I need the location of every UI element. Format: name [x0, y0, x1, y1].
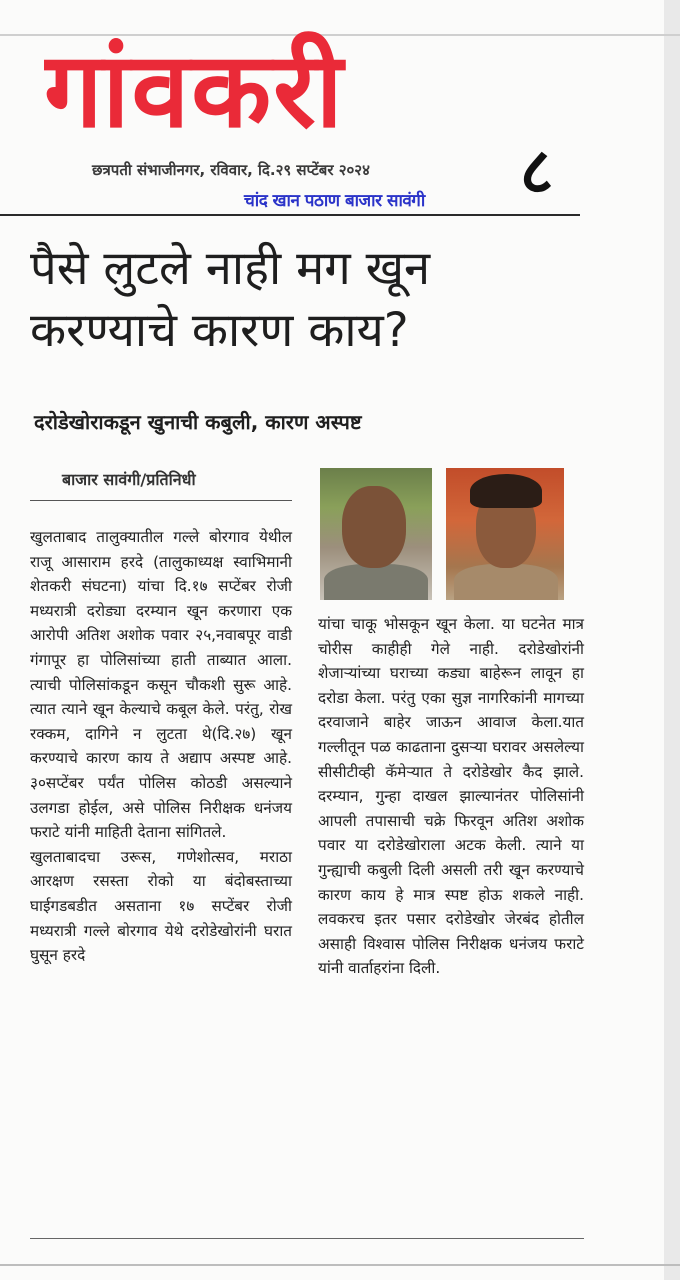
masthead-title: गांवकरी — [44, 30, 345, 150]
page-number: ८ — [520, 135, 554, 209]
photo-face — [342, 486, 406, 568]
photo-accused — [446, 468, 564, 600]
article-subheadline: दरोडेखोराकडून खुनाची कबुली, कारण अस्पष्ट — [34, 410, 362, 434]
dateline: छत्रपती संभाजीनगर, रविवार, दि.२९ सप्टेंबर २०२४ — [92, 161, 370, 179]
contributor-stamp: चांद खान पठाण बाजार सावंगी — [244, 191, 425, 211]
article-headline: पैसे लुटले नाही मग खून करण्याचे कारण काय? — [30, 241, 431, 358]
photo-victim — [320, 468, 432, 600]
article-bottom-rule — [30, 1238, 584, 1239]
photo-body — [324, 564, 428, 600]
photo-body — [454, 564, 558, 600]
header-divider — [0, 214, 580, 216]
byline-divider — [30, 500, 292, 501]
article-byline: बाजार सावंगी/प्रतिनिधी — [62, 470, 196, 489]
article-column-left: खुलताबाद तालुक्यातील गल्ले बोरगाव येथील राजू आसाराम हरदे (तालुकाध्यक्ष स्वाभिमानी शेतकरी संघटना) यांचा दि.१७ सप्टेंबर रोजी मध्यरात्री दरोड्या दरम्यान खून करणारा एक आरोपी अतिश अशोक पवार २५,नवाबपूर वाडी गंगापूर हा पोलिसांच्या हाती ताब्यात आला. त्याची पोलिसांकडून कसून चौकशी सुरू आहे. त्यात त्याने खून केल्याचे कबूल केले. परंतु, रोख रक्कम, दागिने न लुटता थे(दि.२७) खून करण्याचे कारण काय ते अद्याप अस्पष्ट आहे. ३०सप्टेंबर पर्यंत पोलिस कोठडी असल्याने उलगडा होईल, असे पोलिस निरीक्षक धनंजय फराटे यांनी माहिती देताना सांगितले. खुलताबादचा उरूस, गणेशोत्सव, मराठा आरक्षण रसस्ता रोको या बंदोबस्ताच्या घाईगडबडीत असताना १७ सप्टेंबर रोजी मध्यरात्री गल्ले बोरगाव येथे दरोडेखोरांनी घरात घुसून हरदे — [30, 528, 292, 965]
article-column-right: यांचा चाकू भोसकून खून केला. या घटनेत मात्र चोरीस काहीही गेले नाही. दरोडेखोरांनी शेजाऱ्यांच्या घराच्या कड्या बाहेरून लावून हा दरोडा केला. परंतु एका सुज्ञ नागरिकांनी मागच्या दरवाजाने बाहेर जाऊन आवाज केला.यात गल्लीतून पळ काढताना दुसऱ्या घरावर असलेल्या सीसीटीव्ही कॅमेऱ्यात ते दरोडेखोर कैद झाले. दरम्यान, गुन्हा दाखल झाल्यानंतर पोलिसांनी आपली तपासाची चक्रे फिरवून अतिश अशोक पवार या दरोडेखोराला अटक केली. त्याने या गुन्ह्याची कबुली दिली असली तरी खून करण्याचे कारण काय हे मात्र स्पष्ट होऊ शकले नाही. लवकरच इतर पसार दरोडेखोर जेरबंद होतील असाही विश्वास पोलिस निरीक्षक धनंजय फराटे यांनी वार्ताहरांना दिली. — [318, 615, 584, 978]
page-bottom-rule — [0, 1264, 680, 1266]
page-edge — [664, 0, 680, 1280]
photo-hair — [470, 474, 542, 508]
